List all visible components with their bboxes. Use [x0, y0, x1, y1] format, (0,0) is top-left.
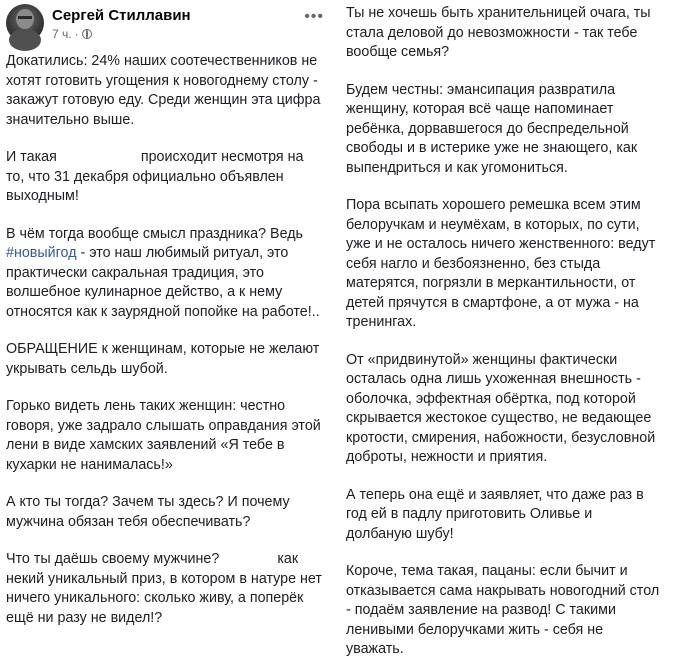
post-paragraph	[6, 550, 324, 628]
paragraph-text: - это наш любимый ритуал, это практически сакральная традиция, это волшебное кулинарное действо, а к нему относятся как к заурядной попойке на работе!..	[6, 245, 320, 320]
post-paragraph: Будем честны: эмансипация развратила женщину, которая всё чаще напоминает ребёнка, дорвавшегося до беспредельной свободы и в истерике уже не знающего, как выпендриться и как угомониться.	[346, 81, 638, 176]
post-meta	[52, 27, 92, 41]
post-paragraph: Пора всыпать хорошего ремешка всем этим белоручкам и неумёхам, в которых, по сути, уже и не осталось ничего женственного: ведут себя нагло и безбоязненно, без стыда матерятся, погрязли в меркантильности, от детей прячутся в смартфоне, а от мужа - на тренингах.	[346, 197, 656, 330]
paragraph-text: происходит несмотря на то, что 31 декабря официально объявлен выходным!	[6, 149, 304, 204]
post-paragraph: От «придвинутой» женщины фактически осталась одна лишь ухоженная внешность - оболочка, эффектная обёртка, под которой скрывается жестокое существо, не ведающее кротости, смирения, набожности, безусловной доброты, нежности и приятия.	[346, 351, 656, 465]
avatar[interactable]	[6, 4, 44, 42]
post-paragraph: ОБРАЩЕНИЕ к женщинам, которые не желают укрывать сельдь шубой.	[6, 341, 320, 377]
post-header	[6, 4, 324, 48]
post-paragraph	[6, 225, 324, 323]
left-column	[0, 0, 330, 626]
right-column	[340, 0, 670, 657]
hashtag-link[interactable]: #новыйгод	[6, 245, 77, 261]
post-paragraph: А теперь она ещё и заявляет, что даже раз в год ей в падлу приготовить Оливье и долбаную шубу!	[346, 486, 644, 542]
author-name[interactable]: Сергей Стиллавин	[52, 7, 191, 24]
post-paragraph: Докатились: 24% наших соотечественников не хотят готовить угощения к новогоднему столу - закажут готовую еду. Среди женщин эта цифра значительно выше.	[6, 53, 321, 128]
post-paragraph: Короче, тема такая, пацаны: если бычит и отказывается сама накрывать новогодний стол - подаём заявление на развод! С такими ленивыми белоручками жить - себя не уважать.	[346, 563, 660, 657]
post-paragraph: Горько видеть лень таких женщин: честно говоря, уже задрало слышать оправдания этой лени в виде хамских заявлений «Я тебе в кухарки не нанималась!»	[6, 398, 321, 473]
post-time[interactable]: 7 ч.	[52, 27, 72, 41]
meta-separator: ·	[74, 27, 79, 41]
paragraph-text: Что ты даёшь своему мужчине?	[6, 551, 220, 567]
globe-icon	[82, 29, 92, 39]
post-paragraph	[6, 148, 324, 207]
post-paragraph: А кто ты тогда? Зачем ты здесь? И почему мужчина обязан тебя обеспечивать?	[6, 494, 290, 530]
more-horizontal-icon[interactable]: •••	[304, 8, 324, 25]
paragraph-text: И такая	[6, 149, 57, 165]
avatar-image	[6, 4, 44, 42]
paragraph-text: В чём тогда вообще смысл праздника? Ведь	[6, 225, 304, 242]
post-paragraph: Ты не хочешь быть хранительницей очага, ты стала деловой до невозможности - так тебе вообще семья?	[346, 5, 651, 60]
paragraph-text: как некий уникальный приз, в котором в натуре нет ничего уникального: сколько живу, а поперёк ещё ни разу не видел!?	[6, 551, 322, 626]
